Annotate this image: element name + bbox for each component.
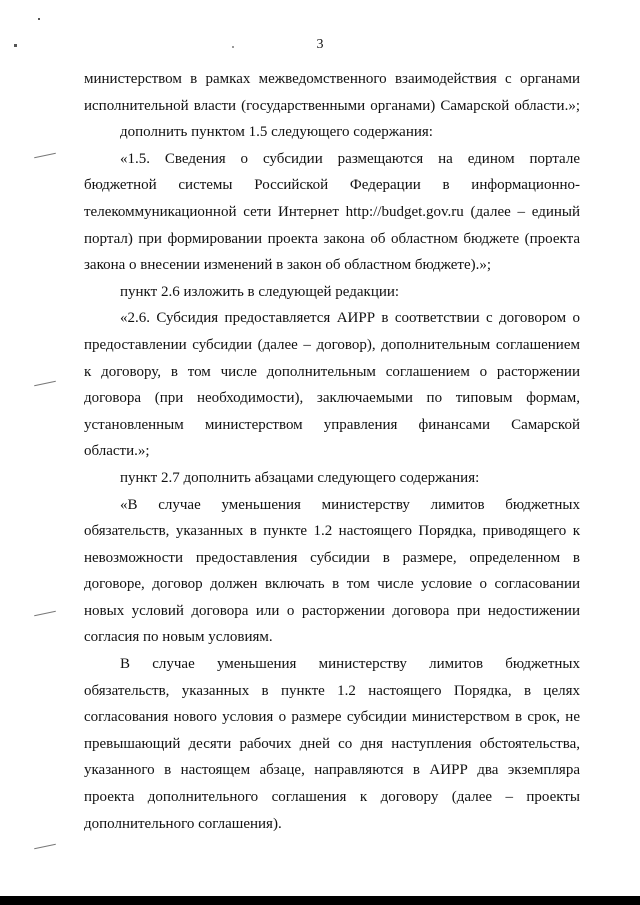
page-number: 3 xyxy=(316,37,324,52)
text-line: договоре, договор должен включать в том числе условие о согласовании xyxy=(84,576,580,593)
scan-mark xyxy=(34,844,56,850)
text-line: министерством в рамках межведомственного взаимодействия с органами xyxy=(84,71,580,87)
scan-mark xyxy=(34,381,56,387)
text-line: В случае уменьшения министерству лимитов бюджетных xyxy=(120,656,580,673)
text-line: закона о внесении изменений в закон об областном бюджете).»; xyxy=(84,257,492,274)
text-line: портал) при формировании проекта закона об областном бюджете (проекта xyxy=(84,230,580,247)
text-line: превышающий десяти рабочих дней со дня наступления обстоятельства, xyxy=(84,735,580,752)
text-line: невозможности предоставления субсидии в размере, определенном в xyxy=(84,549,580,566)
scan-mark xyxy=(34,611,56,617)
scan-mark xyxy=(232,46,234,48)
text-line: обязательств, указанных в пункте 1.2 настоящего Порядка, в целях xyxy=(84,682,580,699)
scan-border xyxy=(0,896,640,905)
scan-mark xyxy=(14,44,17,47)
scan-mark xyxy=(38,18,40,20)
text-line: «2.6. Субсидия предоставляется АИРР в соответствии с договором о xyxy=(120,310,580,327)
text-line: предоставлении субсидии (далее – договор), дополнительным соглашением xyxy=(84,336,580,353)
text-line: «1.5. Сведения о субсидии размещаются на едином портале xyxy=(120,150,580,167)
text-line: «В случае уменьшения министерству лимитов бюджетных xyxy=(120,496,580,513)
text-line: дополнить пунктом 1.5 следующего содержания: xyxy=(120,124,433,141)
text-line: к договору, в том числе дополнительным соглашением о расторжении xyxy=(84,363,580,380)
text-line: указанного в настоящем абзаце, направляются в АИРР два экземпляра xyxy=(84,762,580,779)
text-line: проекта дополнительного соглашения к договору (далее – проекты xyxy=(84,789,580,806)
text-line: согласования нового условия о размере субсидии министерством в срок, не xyxy=(84,709,580,726)
text-line: телекоммуникационной сети Интернет http://budget.gov.ru (далее – единый xyxy=(84,203,580,220)
text-line: новых условий договора или о расторжении договора при недостижении xyxy=(84,602,580,619)
document-body xyxy=(84,66,580,837)
text-line: бюджетной системы Российской Федерации в информационно- xyxy=(84,177,580,194)
text-line: области.»; xyxy=(84,443,150,460)
text-line: договора (при необходимости), заключаемыми по типовым формам, xyxy=(84,390,580,407)
text-line: обязательств, указанных в пункте 1.2 настоящего Порядка, приводящего к xyxy=(84,523,580,540)
text-line: пункт 2.6 изложить в следующей редакции: xyxy=(120,283,400,300)
text-line: согласия по новым условиям. xyxy=(84,629,273,646)
text-line: установленным министерством управления финансами Самарской xyxy=(84,416,580,433)
text-line: исполнительной власти (государственными органами) Самарской области.»; xyxy=(84,97,580,114)
scan-mark xyxy=(34,153,56,159)
text-line: дополнительного соглашения). xyxy=(84,815,282,832)
text-line: пункт 2.7 дополнить абзацами следующего содержания: xyxy=(120,469,480,486)
